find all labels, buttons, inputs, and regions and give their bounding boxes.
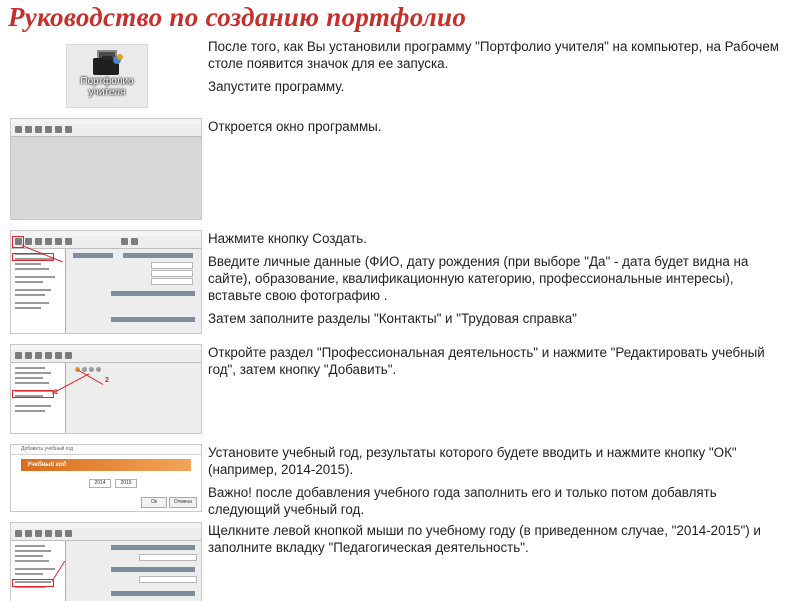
portfolio-app-icon <box>89 47 125 77</box>
ok-button[interactable]: Ок <box>141 497 167 508</box>
year-from-field[interactable]: 2014 <box>89 479 111 488</box>
step-5-paragraph-2: Важно! после добавления учебного года заполнить его и только потом добавлять следующий учебный год. <box>208 485 717 517</box>
step-1-paragraph-2: Запустите программу. <box>208 79 345 94</box>
step-5-paragraph-1: Установите учебный год, результаты которого будете вводить и нажмите кнопку "ОК" (например, 2014-2015). <box>208 445 737 477</box>
step-4-text <box>208 344 788 378</box>
year-to-field[interactable]: 2015 <box>115 479 137 488</box>
desktop-icon-tile[interactable] <box>66 44 148 108</box>
step-6-text <box>208 522 788 556</box>
step-1-paragraph-1: После того, как Вы установили программу "Портфолио учителя" на компьютер, на Рабочем столе появится значок для ее запуска. <box>208 39 780 71</box>
step-6-paragraph-1: Щелкните левой кнопкой мыши по учебному году (в приведенном случае, "2014-2015") и заполните вкладку "Педагогическая деятельность". <box>208 523 761 555</box>
pedagogical-tab-screenshot <box>10 522 202 601</box>
desktop-icon-label: Портфолио учителя <box>80 76 134 98</box>
step-3-paragraph-2: Введите личные данные (ФИО, дату рождения (при выборе "Да" - дата будет видна на сайте), образование, квалификационную категорию, профессиональные интересы), вставьте свою фотографию . <box>208 254 749 303</box>
cancel-button[interactable]: Отмена <box>169 497 197 508</box>
step-5-text <box>208 444 788 518</box>
step-2-paragraph-1: Откроется окно программы. <box>208 119 382 134</box>
dialog-banner: Учебный год <box>21 459 191 471</box>
step-3-text <box>208 230 788 327</box>
dialog-titlebar: Добавить учебный год <box>11 445 201 455</box>
annotation-marker-2: 2 <box>105 377 109 384</box>
page-title: Руководство по созданию портфолио <box>8 2 467 32</box>
professional-activity-screenshot <box>10 344 202 434</box>
step-3-paragraph-3: Затем заполните разделы "Контакты" и "Трудовая справка" <box>208 311 577 326</box>
step-1-text <box>208 38 788 95</box>
add-year-dialog-screenshot <box>10 444 202 512</box>
step-3-paragraph-1: Нажмите кнопку Создать. <box>208 231 367 246</box>
create-form-screenshot <box>10 230 202 334</box>
step-2-text <box>208 118 788 135</box>
step-4-paragraph-1: Откройте раздел "Профессиональная деятельность" и нажмите "Редактировать учебный год", затем кнопку "Добавить". <box>208 345 765 377</box>
annotation-marker-1: 1 <box>54 389 58 396</box>
program-window-screenshot <box>10 118 202 220</box>
